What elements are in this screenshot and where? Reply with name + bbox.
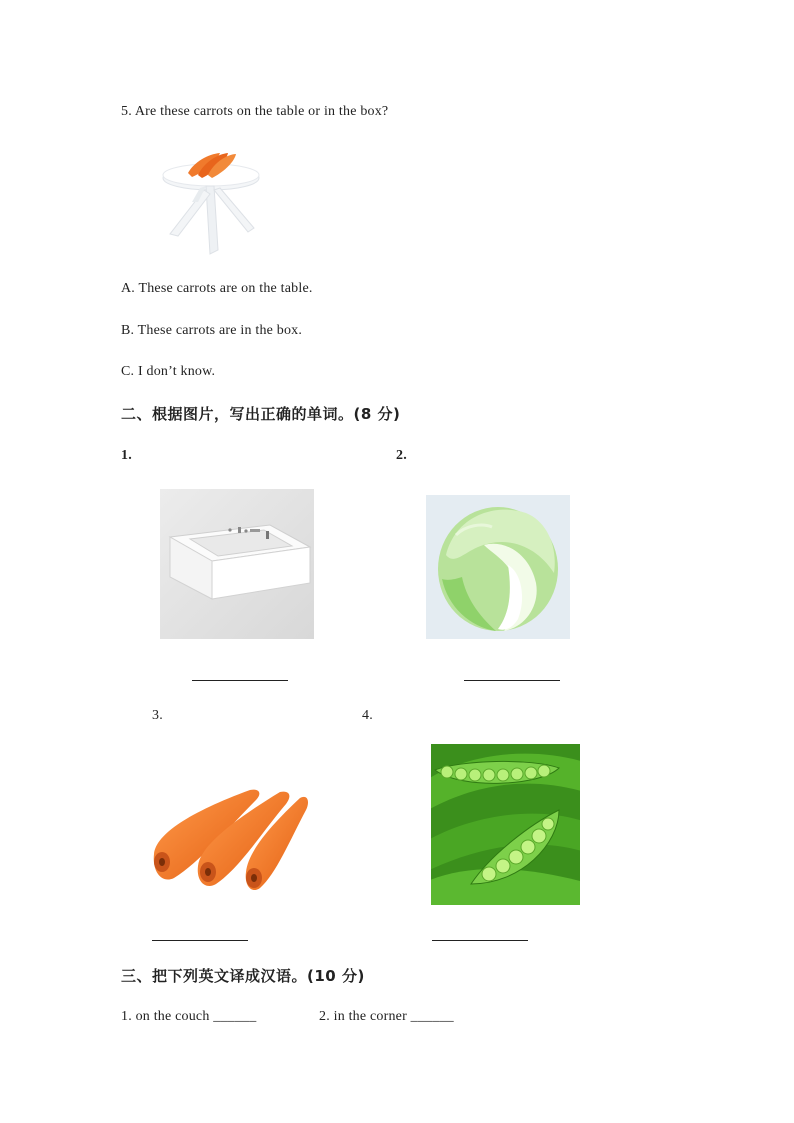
- answer-line-3[interactable]: [152, 940, 248, 941]
- item-2-number: 2.: [396, 448, 407, 463]
- translate-item-1-blank[interactable]: ______: [213, 1009, 257, 1024]
- answer-line-2[interactable]: [464, 680, 560, 681]
- option-a: A. These carrots are on the table.: [121, 281, 313, 296]
- translate-item-2-text: 2. in the corner: [319, 1009, 407, 1024]
- translate-item-1-text: 1. on the couch: [121, 1009, 210, 1024]
- answer-line-4[interactable]: [432, 940, 528, 941]
- bathtub-image: [160, 489, 314, 639]
- section-3-heading: 三、把下列英文译成汉语。(10 分): [121, 967, 365, 985]
- peas-image: [431, 744, 580, 905]
- item-4-number: 4.: [362, 708, 373, 723]
- section-2-heading: 二、根据图片，写出正确的单词。(8 分): [121, 405, 401, 423]
- answer-line-1[interactable]: [192, 680, 288, 681]
- option-b: B. These carrots are in the box.: [121, 323, 303, 338]
- translate-item-1: [121, 1009, 256, 1025]
- carrots-image: [150, 782, 310, 898]
- item-3-number: 3.: [152, 708, 163, 723]
- table-with-carrots-image: [158, 140, 268, 260]
- cabbage-image: [426, 495, 570, 639]
- item-1-number: 1.: [121, 448, 132, 463]
- translate-item-2-blank[interactable]: ______: [410, 1009, 454, 1024]
- translate-item-2: [319, 1009, 454, 1025]
- option-c: C. I don’t know.: [121, 364, 216, 379]
- question-5-text: 5. Are these carrots on the table or in the box?: [121, 104, 389, 119]
